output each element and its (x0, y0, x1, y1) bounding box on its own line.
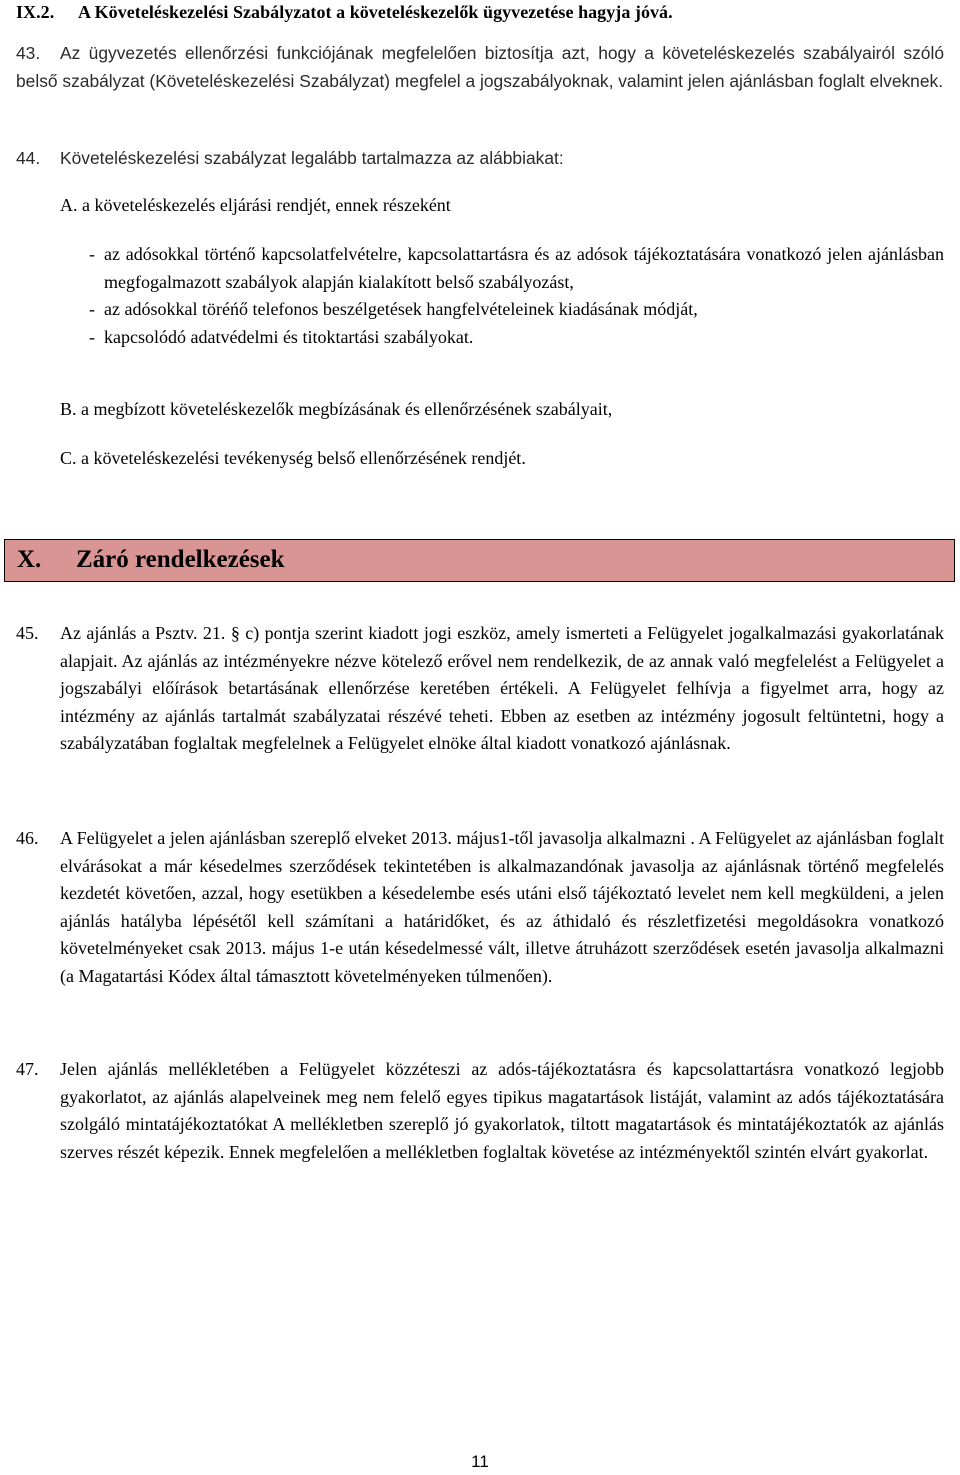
list-item-a (60, 192, 944, 220)
section-number: X. (17, 546, 42, 573)
paragraph-45 (16, 620, 944, 815)
list-item-b (60, 396, 944, 424)
dash-list-item (89, 296, 944, 324)
dash-list (89, 241, 944, 351)
list-item-text: a követeléskezelési tevékenység belső ellenőrzésének rendjét. (81, 448, 526, 468)
paragraph-44 (16, 145, 944, 173)
dash-list-item (89, 324, 944, 352)
paragraph-number: 44. (16, 148, 41, 168)
section-title: Záró rendelkezések (76, 546, 285, 573)
list-item-label: B. (60, 399, 77, 419)
dash-list-item (89, 241, 944, 296)
dash-marker: - (89, 244, 95, 264)
list-item-label: A. (60, 195, 78, 215)
paragraph-43 (16, 40, 944, 95)
paragraph-46 (16, 825, 944, 1047)
page-number: 11 (471, 1452, 489, 1471)
section-heading-bar (4, 539, 955, 582)
list-item-text: a megbízott követeléskezelők megbízásának és ellenőrzésének szabályait, (81, 399, 613, 419)
list-item-label: C. (60, 448, 77, 468)
dash-item-text: az adósokkal töréńő telefonos beszélgetések hangfelvételeinek kiadásának módját, (104, 299, 698, 320)
dash-item-text: kapcsolódó adatvédelmi és titoktartási szabályokat. (104, 326, 474, 347)
paragraph-text: Követeléskezelési szabályzat legalább tartalmazza az alábbiakat: (60, 148, 564, 168)
paragraph-47 (16, 1056, 944, 1226)
list-item-c (60, 445, 944, 473)
paragraph-number: 46. (16, 828, 39, 848)
paragraph-number: 43. (16, 43, 41, 63)
paragraph-text: Az ügyvezetés ellenőrzési funkciójának megfelelően biztosítja azt, hogy a követeléskezelés szabályairól szóló belső szabályzat (Követeléskezelési Szabályzat) megfelel a jogszabályoknak, valamint jelen ajánlásban foglalt elveknek. (16, 43, 944, 91)
list-item-text: a követeléskezelés eljárási rendjét, ennek részeként (82, 195, 451, 215)
subsection-heading (16, 2, 673, 23)
paragraph-number: 45. (16, 623, 39, 643)
dash-marker: - (89, 299, 95, 320)
subsection-title: A Követeléskezelési Szabályzatot a követeléskezelők ügyvezetése hagyja jóvá. (78, 2, 673, 22)
paragraph-number: 47. (16, 1059, 39, 1079)
subsection-number: IX.2. (16, 2, 55, 22)
paragraph-text: Az ajánlás a Psztv. 21. § c) pontja szerint kiadott jogi eszköz, amely ismerteti a Felügyelet jogalkalmazási gyakorlatának alapjait. Az ajánlás az intézményekre nézve kötelező erővel nem rendelkezik, de az annak való megfelelést a Felügyelet a jogszabályi előírások betartásának ellenőrzése keretében értékeli. A Felügyelet felhívja a figyelmet arra, hogy az intézmény az ajánlás tartalmát szabályzatai részévé teheti. Ebben az esetben az intézmény jogosult feltüntetni, hogy a szabályzatában foglaltak megfelelnek a Felügyelet elnöke által kiadott vonatkozó ajánlásnak. (60, 623, 944, 754)
paragraph-text: A Felügyelet a jelen ajánlásban szereplő elveket 2013. május1-től javasolja alkalmazni . A Felügyelet az ajánlásban foglalt elvárásokat a már késedelmes szerződések tekintetében is alkalmazandónak javasolja az ajánlásnak történő megfelelés kezdetét követően, azzal, hogy esetükben a késedelembe esés utáni első tájékoztató levelet nem kell megküldeni, a jelen ajánlás hatályba lépésétől kell számítani a határidőket, és az áthidaló és részletfizetési megoldásokra vonatkozó követelményeket csak 2013. május 1-e után késedelmessé vált, illetve átruházott szerződések esetén javasolja alkalmazni (a Magatartási Kódex által támasztott követelményeken túlmenően). (60, 828, 944, 986)
dash-item-text: az adósokkal történő kapcsolatfelvételre, kapcsolattartásra és az adósok tájékoztatására vonatkozó jelen ajánlásban megfogalmazott szabályok alapján kialakított belső szabályozást, (104, 244, 944, 292)
dash-marker: - (89, 326, 95, 347)
paragraph-text: Jelen ajánlás mellékletében a Felügyelet közzéteszi az adós-tájékoztatásra és kapcsolattartásra vonatkozó legjobb gyakorlatot, az ajánlás alapelveinek meg nem felelő egyes tipikus magatartások listáját, valamint az adós tájékoztatására szolgáló mintatájékoztatókat A mellékletben szereplő jó gyakorlatok, tiltott magatartások és mintatájékoztatók az ajánlás szerves részét képezik. Ennek megfelelően a mellékletben foglaltak követése az intézményektől szintén elvárt gyakorlat. (60, 1059, 944, 1162)
